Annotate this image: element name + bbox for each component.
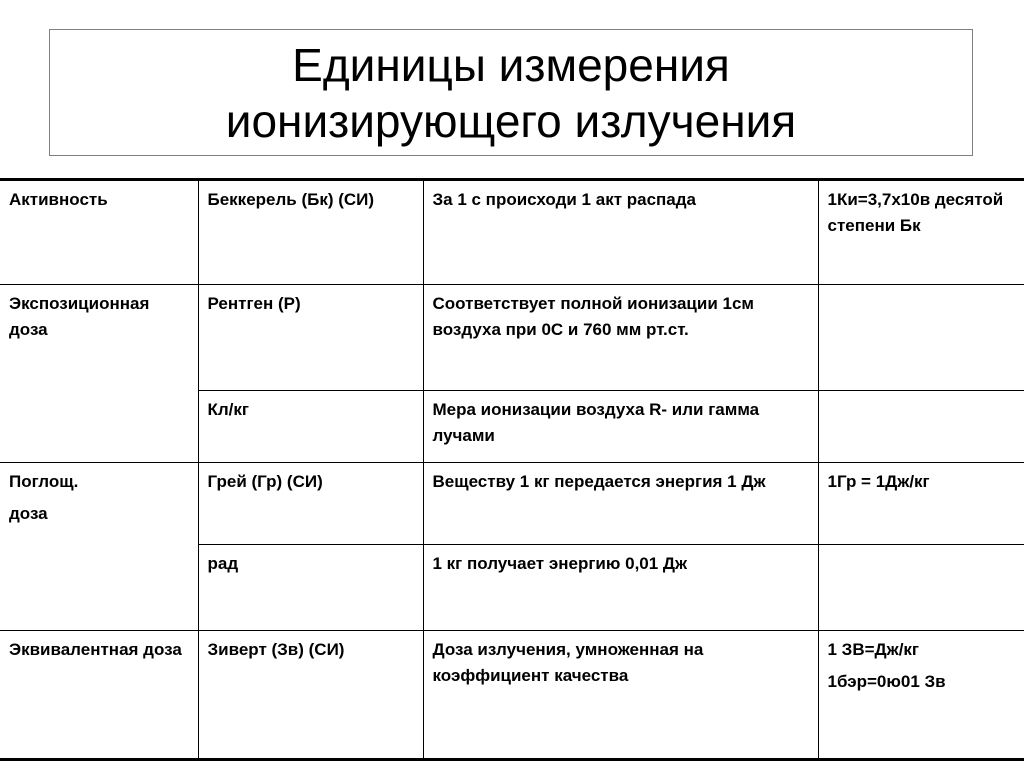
unit-cell-gray: Грей (Гр) (СИ) [198, 463, 423, 545]
definition-cell-gray: Веществу 1 кг передается энергия 1 Дж [423, 463, 818, 545]
sievert-relation-line-1: 1 ЗВ=Дж/кг [827, 640, 920, 659]
relation-cell-becquerel: 1Ки=3,7х10в десятой степени Бк [818, 180, 1024, 285]
unit-cell-coulomb-per-kg: Кл/кг [198, 391, 423, 463]
relation-cell-coulomb-per-kg [818, 391, 1024, 463]
relation-cell-sievert [818, 631, 1024, 760]
relation-cell-rad [818, 545, 1024, 631]
table-row-activity [0, 180, 1024, 285]
definition-cell-roentgen: Соответствует полной ионизации 1см воздуха при 0С и 760 мм рт.ст. [423, 285, 818, 391]
absorbed-dose-label-line-1: Поглощ. [9, 472, 79, 491]
slide-title-line-2: ионизирующего излучения [225, 94, 797, 147]
units-table [0, 178, 1024, 761]
definition-cell-becquerel: За 1 с происходи 1 акт распада [423, 180, 818, 285]
table-row-roentgen [0, 285, 1024, 391]
quantity-cell-equivalent-dose: Эквивалентная доза [0, 631, 198, 760]
relation-cell-gray: 1Гр = 1Дж/кг [818, 463, 1024, 545]
definition-cell-rad: 1 кг получает энергию 0,01 Дж [423, 545, 818, 631]
definition-cell-sievert: Доза излучения, умноженная на коэффициент качества [423, 631, 818, 760]
slide-title-box [49, 29, 973, 156]
unit-cell-becquerel: Беккерель (Бк) (СИ) [198, 180, 423, 285]
quantity-cell-absorbed-dose [0, 463, 198, 631]
table-row-sievert [0, 631, 1024, 760]
quantity-cell-activity: Активность [0, 180, 198, 285]
absorbed-dose-label-line-2: доза [9, 504, 48, 523]
unit-cell-rad: рад [198, 545, 423, 631]
quantity-cell-exposure-dose: Экспозиционная доза [0, 285, 198, 463]
table-row-gray [0, 463, 1024, 545]
sievert-relation-line-2: 1бэр=0ю01 Зв [827, 672, 946, 691]
unit-cell-sievert: Зиверт (Зв) (СИ) [198, 631, 423, 760]
unit-cell-roentgen: Рентген (Р) [198, 285, 423, 391]
definition-cell-coulomb-per-kg: Мера ионизации воздуха R- или гамма лучами [423, 391, 818, 463]
slide-title-line-1: Единицы измерения [292, 38, 730, 91]
relation-cell-roentgen [818, 285, 1024, 391]
